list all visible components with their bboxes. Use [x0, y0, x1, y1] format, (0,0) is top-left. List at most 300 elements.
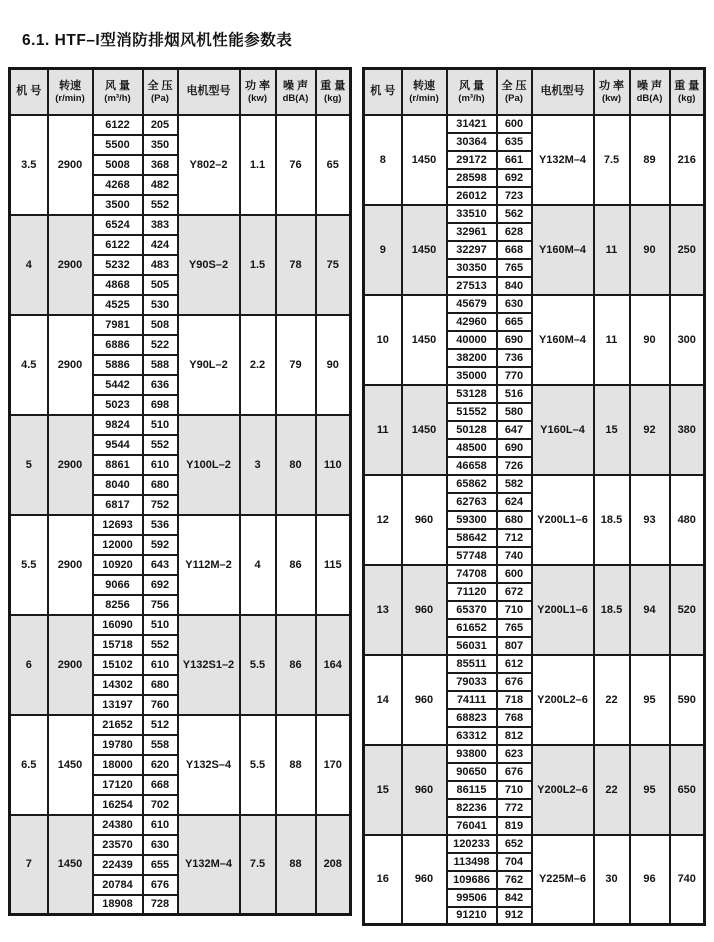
airflow-cell: 5442	[93, 375, 143, 395]
airflow-cell: 32297	[447, 241, 497, 259]
airflow-cell: 30350	[447, 259, 497, 277]
noise-cell: 90	[630, 205, 670, 295]
pressure-cell: 368	[143, 155, 178, 175]
airflow-cell: 74111	[447, 691, 497, 709]
table-row	[10, 615, 351, 635]
pressure-cell: 655	[143, 855, 178, 875]
airflow-cell: 15102	[93, 655, 143, 675]
airflow-cell: 50128	[447, 421, 497, 439]
noise-cell: 86	[276, 515, 316, 615]
pressure-cell: 756	[143, 595, 178, 615]
airflow-cell: 35000	[447, 367, 497, 385]
airflow-cell: 57748	[447, 547, 497, 565]
airflow-cell: 8256	[93, 595, 143, 615]
pressure-cell: 552	[143, 635, 178, 655]
pressure-cell: 482	[143, 175, 178, 195]
noise-cell: 76	[276, 115, 316, 215]
speed-cell: 1450	[402, 115, 447, 205]
airflow-cell: 63312	[447, 727, 497, 745]
motor-model-cell: Y200L2–6	[532, 745, 594, 835]
motor-model-cell: Y132S–4	[178, 715, 240, 815]
pressure-cell: 690	[497, 439, 532, 457]
speed-cell: 2900	[48, 415, 93, 515]
airflow-cell: 68823	[447, 709, 497, 727]
column-header-2: 风 量 (m³/h)	[93, 69, 143, 115]
weight-cell: 115	[316, 515, 351, 615]
noise-cell: 86	[276, 615, 316, 715]
airflow-cell: 22439	[93, 855, 143, 875]
weight-cell: 216	[670, 115, 705, 205]
pressure-cell: 512	[143, 715, 178, 735]
airflow-cell: 14302	[93, 675, 143, 695]
weight-cell: 164	[316, 615, 351, 715]
airflow-cell: 33510	[447, 205, 497, 223]
pressure-cell: 680	[497, 511, 532, 529]
airflow-cell: 3500	[93, 195, 143, 215]
noise-cell: 79	[276, 315, 316, 415]
pressure-cell: 505	[143, 275, 178, 295]
header-row	[10, 69, 351, 115]
airflow-cell: 15718	[93, 635, 143, 655]
pressure-cell: 624	[497, 493, 532, 511]
pressure-cell: 692	[143, 575, 178, 595]
noise-cell: 95	[630, 745, 670, 835]
pressure-cell: 740	[497, 547, 532, 565]
fan-no-cell: 4	[10, 215, 48, 315]
column-header-1: 转速 (r/min)	[48, 69, 93, 115]
airflow-cell: 6122	[93, 235, 143, 255]
noise-cell: 89	[630, 115, 670, 205]
airflow-cell: 38200	[447, 349, 497, 367]
power-cell: 18.5	[594, 475, 630, 565]
table-row	[10, 715, 351, 735]
pressure-cell: 630	[143, 835, 178, 855]
pressure-cell: 536	[143, 515, 178, 535]
weight-cell: 208	[316, 815, 351, 915]
airflow-cell: 18000	[93, 755, 143, 775]
airflow-cell: 76041	[447, 817, 497, 835]
fan-no-cell: 6.5	[10, 715, 48, 815]
airflow-cell: 9066	[93, 575, 143, 595]
fan-no-cell: 3.5	[10, 115, 48, 215]
airflow-cell: 32961	[447, 223, 497, 241]
motor-model-cell: Y132S1–2	[178, 615, 240, 715]
airflow-cell: 46658	[447, 457, 497, 475]
pressure-cell: 772	[497, 799, 532, 817]
airflow-cell: 8861	[93, 455, 143, 475]
motor-model-cell: Y160M–4	[532, 295, 594, 385]
power-cell: 5.5	[240, 715, 276, 815]
fan-no-cell: 10	[364, 295, 402, 385]
weight-cell: 250	[670, 205, 705, 295]
pressure-cell: 842	[497, 889, 532, 907]
pressure-cell: 612	[497, 655, 532, 673]
pressure-cell: 636	[143, 375, 178, 395]
airflow-cell: 79033	[447, 673, 497, 691]
speed-cell: 960	[402, 565, 447, 655]
airflow-cell: 29172	[447, 151, 497, 169]
table-row	[364, 205, 705, 223]
airflow-cell: 120233	[447, 835, 497, 853]
tables-container	[8, 67, 706, 926]
power-cell: 2.2	[240, 315, 276, 415]
pressure-cell: 702	[143, 795, 178, 815]
pressure-cell: 672	[497, 583, 532, 601]
pressure-cell: 680	[143, 675, 178, 695]
airflow-cell: 23570	[93, 835, 143, 855]
airflow-cell: 9824	[93, 415, 143, 435]
pressure-cell: 752	[143, 495, 178, 515]
pressure-cell: 668	[497, 241, 532, 259]
pressure-cell: 704	[497, 853, 532, 871]
airflow-cell: 12000	[93, 535, 143, 555]
pressure-cell: 676	[497, 763, 532, 781]
column-header-1: 转速 (r/min)	[402, 69, 447, 115]
pressure-cell: 643	[143, 555, 178, 575]
pressure-cell: 698	[143, 395, 178, 415]
pressure-cell: 680	[143, 475, 178, 495]
motor-model-cell: Y100L–2	[178, 415, 240, 515]
power-cell: 3	[240, 415, 276, 515]
table-row	[10, 215, 351, 235]
motor-model-cell: Y112M–2	[178, 515, 240, 615]
pressure-cell: 552	[143, 435, 178, 455]
noise-cell: 88	[276, 715, 316, 815]
pressure-cell: 510	[143, 415, 178, 435]
airflow-cell: 65862	[447, 475, 497, 493]
weight-cell: 170	[316, 715, 351, 815]
speed-cell: 960	[402, 655, 447, 745]
noise-cell: 95	[630, 655, 670, 745]
pressure-cell: 530	[143, 295, 178, 315]
column-header-4: 电机型号	[532, 69, 594, 115]
table-row	[364, 115, 705, 133]
pressure-cell: 630	[497, 295, 532, 313]
motor-model-cell: Y132M–4	[178, 815, 240, 915]
airflow-cell: 27513	[447, 277, 497, 295]
airflow-cell: 10920	[93, 555, 143, 575]
airflow-cell: 113498	[447, 853, 497, 871]
column-header-3: 全 压 (Pa)	[143, 69, 178, 115]
pressure-cell: 728	[143, 895, 178, 915]
column-header-0: 机 号	[10, 69, 48, 115]
pressure-cell: 424	[143, 235, 178, 255]
table-row	[10, 115, 351, 135]
airflow-cell: 45679	[447, 295, 497, 313]
pressure-cell: 912	[497, 907, 532, 925]
pressure-cell: 690	[497, 331, 532, 349]
weight-cell: 590	[670, 655, 705, 745]
pressure-cell: 712	[497, 529, 532, 547]
pressure-cell: 600	[497, 115, 532, 133]
pressure-cell: 558	[143, 735, 178, 755]
airflow-cell: 5008	[93, 155, 143, 175]
pressure-cell: 610	[143, 815, 178, 835]
airflow-cell: 99506	[447, 889, 497, 907]
pressure-cell: 765	[497, 619, 532, 637]
airflow-cell: 21652	[93, 715, 143, 735]
weight-cell: 480	[670, 475, 705, 565]
pressure-cell: 668	[143, 775, 178, 795]
power-cell: 7.5	[594, 115, 630, 205]
pressure-cell: 205	[143, 115, 178, 135]
noise-cell: 92	[630, 385, 670, 475]
airflow-cell: 5500	[93, 135, 143, 155]
fan-no-cell: 6	[10, 615, 48, 715]
airflow-cell: 74708	[447, 565, 497, 583]
motor-model-cell: Y90L–2	[178, 315, 240, 415]
motor-model-cell: Y160M–4	[532, 205, 594, 295]
airflow-cell: 65370	[447, 601, 497, 619]
airflow-cell: 85511	[447, 655, 497, 673]
fan-no-cell: 8	[364, 115, 402, 205]
noise-cell: 90	[630, 295, 670, 385]
pressure-cell: 762	[497, 871, 532, 889]
airflow-cell: 4525	[93, 295, 143, 315]
pressure-cell: 760	[143, 695, 178, 715]
airflow-cell: 28598	[447, 169, 497, 187]
table-row	[364, 745, 705, 763]
pressure-cell: 676	[143, 875, 178, 895]
airflow-cell: 17120	[93, 775, 143, 795]
column-header-6: 噪 声 dB(A)	[276, 69, 316, 115]
table-row	[364, 385, 705, 403]
pressure-cell: 552	[143, 195, 178, 215]
airflow-cell: 26012	[447, 187, 497, 205]
speed-cell: 2900	[48, 615, 93, 715]
airflow-cell: 8040	[93, 475, 143, 495]
pressure-cell: 726	[497, 457, 532, 475]
fan-no-cell: 14	[364, 655, 402, 745]
airflow-cell: 109686	[447, 871, 497, 889]
table-row	[364, 295, 705, 313]
power-cell: 4	[240, 515, 276, 615]
weight-cell: 380	[670, 385, 705, 475]
fan-no-cell: 5.5	[10, 515, 48, 615]
fan-no-cell: 5	[10, 415, 48, 515]
pressure-cell: 692	[497, 169, 532, 187]
column-header-0: 机 号	[364, 69, 402, 115]
weight-cell: 650	[670, 745, 705, 835]
speed-cell: 1450	[48, 715, 93, 815]
airflow-cell: 4868	[93, 275, 143, 295]
pressure-cell: 765	[497, 259, 532, 277]
pressure-cell: 676	[497, 673, 532, 691]
pressure-cell: 350	[143, 135, 178, 155]
airflow-cell: 90650	[447, 763, 497, 781]
column-header-7: 重 量 (kg)	[670, 69, 705, 115]
table-row	[10, 415, 351, 435]
power-cell: 18.5	[594, 565, 630, 655]
airflow-cell: 61652	[447, 619, 497, 637]
column-header-5: 功 率 (kw)	[594, 69, 630, 115]
pressure-cell: 710	[497, 781, 532, 799]
airflow-cell: 31421	[447, 115, 497, 133]
airflow-cell: 4268	[93, 175, 143, 195]
power-cell: 15	[594, 385, 630, 475]
pressure-cell: 812	[497, 727, 532, 745]
airflow-cell: 5886	[93, 355, 143, 375]
pressure-cell: 483	[143, 255, 178, 275]
airflow-cell: 62763	[447, 493, 497, 511]
column-header-5: 功 率 (kw)	[240, 69, 276, 115]
column-header-7: 重 量 (kg)	[316, 69, 351, 115]
speed-cell: 1450	[402, 295, 447, 385]
pressure-cell: 383	[143, 215, 178, 235]
airflow-cell: 9544	[93, 435, 143, 455]
motor-model-cell: Y200L2–6	[532, 655, 594, 745]
pressure-cell: 522	[143, 335, 178, 355]
pressure-cell: 592	[143, 535, 178, 555]
airflow-cell: 6817	[93, 495, 143, 515]
power-cell: 1.1	[240, 115, 276, 215]
table-row	[364, 565, 705, 583]
noise-cell: 78	[276, 215, 316, 315]
pressure-cell: 580	[497, 403, 532, 421]
motor-model-cell: Y200L1–6	[532, 565, 594, 655]
weight-cell: 740	[670, 835, 705, 925]
pressure-cell: 620	[143, 755, 178, 775]
table-row	[10, 315, 351, 335]
pressure-cell: 710	[497, 601, 532, 619]
column-header-4: 电机型号	[178, 69, 240, 115]
weight-cell: 110	[316, 415, 351, 515]
weight-cell: 90	[316, 315, 351, 415]
airflow-cell: 53128	[447, 385, 497, 403]
airflow-cell: 93800	[447, 745, 497, 763]
airflow-cell: 16254	[93, 795, 143, 815]
power-cell: 22	[594, 745, 630, 835]
speed-cell: 2900	[48, 515, 93, 615]
pressure-cell: 665	[497, 313, 532, 331]
pressure-cell: 510	[143, 615, 178, 635]
airflow-cell: 16090	[93, 615, 143, 635]
pressure-cell: 819	[497, 817, 532, 835]
airflow-cell: 6886	[93, 335, 143, 355]
airflow-cell: 5023	[93, 395, 143, 415]
pressure-cell: 508	[143, 315, 178, 335]
airflow-cell: 42960	[447, 313, 497, 331]
fan-no-cell: 9	[364, 205, 402, 295]
weight-cell: 300	[670, 295, 705, 385]
airflow-cell: 40000	[447, 331, 497, 349]
airflow-cell: 30364	[447, 133, 497, 151]
fan-no-cell: 4.5	[10, 315, 48, 415]
airflow-cell: 20784	[93, 875, 143, 895]
power-cell: 30	[594, 835, 630, 925]
airflow-cell: 18908	[93, 895, 143, 915]
header-row	[364, 69, 705, 115]
noise-cell: 93	[630, 475, 670, 565]
pressure-cell: 736	[497, 349, 532, 367]
airflow-cell: 13197	[93, 695, 143, 715]
motor-model-cell: Y225M–6	[532, 835, 594, 925]
power-cell: 11	[594, 295, 630, 385]
motor-model-cell: Y200L1–6	[532, 475, 594, 565]
pressure-cell: 807	[497, 637, 532, 655]
airflow-cell: 91210	[447, 907, 497, 925]
speed-cell: 960	[402, 745, 447, 835]
motor-model-cell: Y90S–2	[178, 215, 240, 315]
pressure-cell: 582	[497, 475, 532, 493]
table-row	[10, 815, 351, 835]
power-cell: 7.5	[240, 815, 276, 915]
speed-cell: 960	[402, 835, 447, 925]
speed-cell: 2900	[48, 315, 93, 415]
noise-cell: 96	[630, 835, 670, 925]
airflow-cell: 6122	[93, 115, 143, 135]
pressure-cell: 647	[497, 421, 532, 439]
fan-spec-table-left	[8, 67, 352, 916]
pressure-cell: 661	[497, 151, 532, 169]
speed-cell: 1450	[48, 815, 93, 915]
pressure-cell: 768	[497, 709, 532, 727]
speed-cell: 960	[402, 475, 447, 565]
fan-no-cell: 12	[364, 475, 402, 565]
airflow-cell: 5232	[93, 255, 143, 275]
pressure-cell: 718	[497, 691, 532, 709]
fan-no-cell: 7	[10, 815, 48, 915]
table-row	[364, 835, 705, 853]
column-header-3: 全 压 (Pa)	[497, 69, 532, 115]
noise-cell: 88	[276, 815, 316, 915]
airflow-cell: 58642	[447, 529, 497, 547]
pressure-cell: 635	[497, 133, 532, 151]
power-cell: 5.5	[240, 615, 276, 715]
airflow-cell: 24380	[93, 815, 143, 835]
weight-cell: 65	[316, 115, 351, 215]
table-row	[364, 655, 705, 673]
speed-cell: 2900	[48, 215, 93, 315]
motor-model-cell: Y160L–4	[532, 385, 594, 475]
motor-model-cell: Y802–2	[178, 115, 240, 215]
pressure-cell: 610	[143, 655, 178, 675]
noise-cell: 94	[630, 565, 670, 655]
airflow-cell: 48500	[447, 439, 497, 457]
table-row	[10, 515, 351, 535]
noise-cell: 80	[276, 415, 316, 515]
airflow-cell: 51552	[447, 403, 497, 421]
section-title: 6.1. HTF–I型消防排烟风机性能参数表	[22, 32, 293, 49]
speed-cell: 2900	[48, 115, 93, 215]
power-cell: 11	[594, 205, 630, 295]
fan-no-cell: 13	[364, 565, 402, 655]
pressure-cell: 600	[497, 565, 532, 583]
airflow-cell: 86115	[447, 781, 497, 799]
airflow-cell: 59300	[447, 511, 497, 529]
weight-cell: 520	[670, 565, 705, 655]
pressure-cell: 652	[497, 835, 532, 853]
airflow-cell: 7981	[93, 315, 143, 335]
motor-model-cell: Y132M–4	[532, 115, 594, 205]
pressure-cell: 562	[497, 205, 532, 223]
airflow-cell: 12693	[93, 515, 143, 535]
pressure-cell: 516	[497, 385, 532, 403]
power-cell: 1.5	[240, 215, 276, 315]
airflow-cell: 82236	[447, 799, 497, 817]
fan-no-cell: 16	[364, 835, 402, 925]
column-header-2: 风 量 (m³/h)	[447, 69, 497, 115]
pressure-cell: 628	[497, 223, 532, 241]
airflow-cell: 6524	[93, 215, 143, 235]
pressure-cell: 723	[497, 187, 532, 205]
fan-spec-table-right	[362, 67, 706, 926]
pressure-cell: 840	[497, 277, 532, 295]
catalog-page	[8, 28, 706, 926]
speed-cell: 1450	[402, 385, 447, 475]
column-header-6: 噪 声 dB(A)	[630, 69, 670, 115]
fan-no-cell: 15	[364, 745, 402, 835]
